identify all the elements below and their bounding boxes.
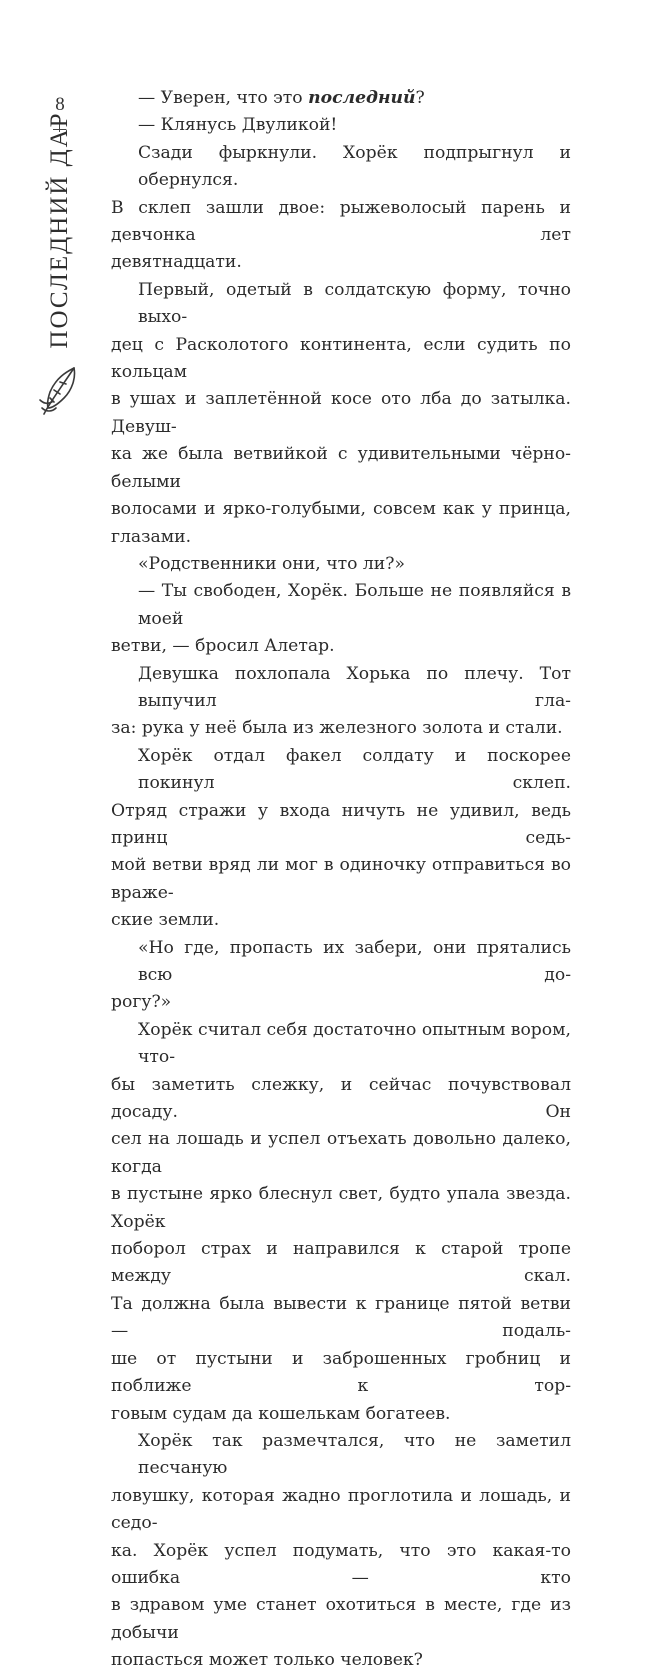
body-text xyxy=(111,85,571,1675)
text-line xyxy=(138,85,571,112)
text-line: в пустыне ярко блеснул свет, будто упала звезда. Хорёк xyxy=(111,1184,571,1232)
text-line: Первый, одетый в солдатскую форму, точно выхо- xyxy=(138,279,571,328)
page-number: 8 xyxy=(55,94,65,115)
text-line: ше от пустыни и заброшенных гробниц и поближе к тор- xyxy=(111,1348,571,1397)
text-line: мой ветви вряд ли мог в одиночку отправиться во враже- xyxy=(111,855,571,903)
paragraph xyxy=(111,661,571,743)
text-fragment: — Уверен, что это xyxy=(138,88,309,108)
text-line: поборол страх и направился к старой тропе между скал. xyxy=(111,1239,571,1287)
text-line: ка. Хорёк успел подумать, что это какая-то ошибка — кто xyxy=(111,1540,571,1588)
book-title: ПОСЛЕДНИЙ ДАР xyxy=(46,111,73,349)
text-line: Отряд стражи у входа ничуть не удивил, ведь принц седь- xyxy=(111,800,571,848)
text-line: ловушку, которая жадно проглотила и лошадь, и седо- xyxy=(111,1485,571,1534)
text-line: сел на лошадь и успел отъехать довольно далеко, когда xyxy=(111,1129,571,1177)
paragraph xyxy=(111,578,571,660)
paragraph xyxy=(111,112,571,139)
text-line: говым судам да кошелькам богатеев. xyxy=(111,1403,451,1424)
text-line: в здравом уме станет охотиться в месте, где из добычи xyxy=(111,1595,571,1643)
text-line: в ушах и заплетённой косе ото лба до затылка. Девуш- xyxy=(111,389,571,437)
text-line: дец с Расколотого континента, если судить по кольцам xyxy=(111,334,571,383)
text-line: В склеп зашли двое: рыжеволосый парень и девчонка лет xyxy=(111,197,571,246)
paragraph xyxy=(111,85,571,112)
text-line: ка же была ветвийкой с удивительными чёрно-белыми xyxy=(111,444,571,492)
text-line: «Но где, пропасть их забери, они прятались всю до- xyxy=(138,937,571,985)
text-line: рогу?» xyxy=(111,992,172,1013)
text-line: за: рука у неё была из железного золота и стали. xyxy=(111,718,563,739)
text-line: — Клянусь Двуликой! xyxy=(138,115,338,136)
text-fragment: ? xyxy=(415,88,425,108)
paragraph xyxy=(111,551,571,578)
text-line: Девушка похлопала Хорька по плечу. Тот выпучил гла- xyxy=(138,663,571,711)
text-line: Хорёк считал себя достаточно опытным вором, что- xyxy=(138,1019,571,1068)
text-line: бы заметить слежку, и сейчас почувствовал досаду. Он xyxy=(111,1074,571,1123)
paragraph xyxy=(111,743,571,935)
text-line: «Родственники они, что ли?» xyxy=(138,553,405,574)
paragraph xyxy=(111,277,571,551)
text-line: Та должна была вывести к границе пятой ветви — подаль- xyxy=(111,1293,571,1342)
paragraph xyxy=(111,140,571,277)
text-line: ветви, — бросил Алетар. xyxy=(111,636,335,657)
text-line: попасться может только человек? xyxy=(111,1650,423,1671)
text-line: Хорёк так размечтался, что не заметил песчаную xyxy=(138,1430,571,1479)
paragraph xyxy=(111,1428,571,1675)
text-line: Хорёк отдал факел солдату и поскорее покинул склеп. xyxy=(138,745,571,794)
feather-icon xyxy=(36,358,82,420)
paragraph xyxy=(111,1017,571,1428)
text-line: Сзади фыркнули. Хорёк подпрыгнул и обернулся. xyxy=(138,142,571,191)
text-line: ские земли. xyxy=(111,910,220,931)
text-line: волосами и ярко-голубыми, совсем как у принца, глазами. xyxy=(111,499,571,547)
emphasized-word: последний xyxy=(308,88,416,108)
page-margin xyxy=(0,0,100,1000)
text-line: девятнадцати. xyxy=(111,252,242,273)
paragraph xyxy=(111,935,571,1017)
text-line: — Ты свободен, Хорёк. Больше не появляйся в моей xyxy=(138,581,571,629)
